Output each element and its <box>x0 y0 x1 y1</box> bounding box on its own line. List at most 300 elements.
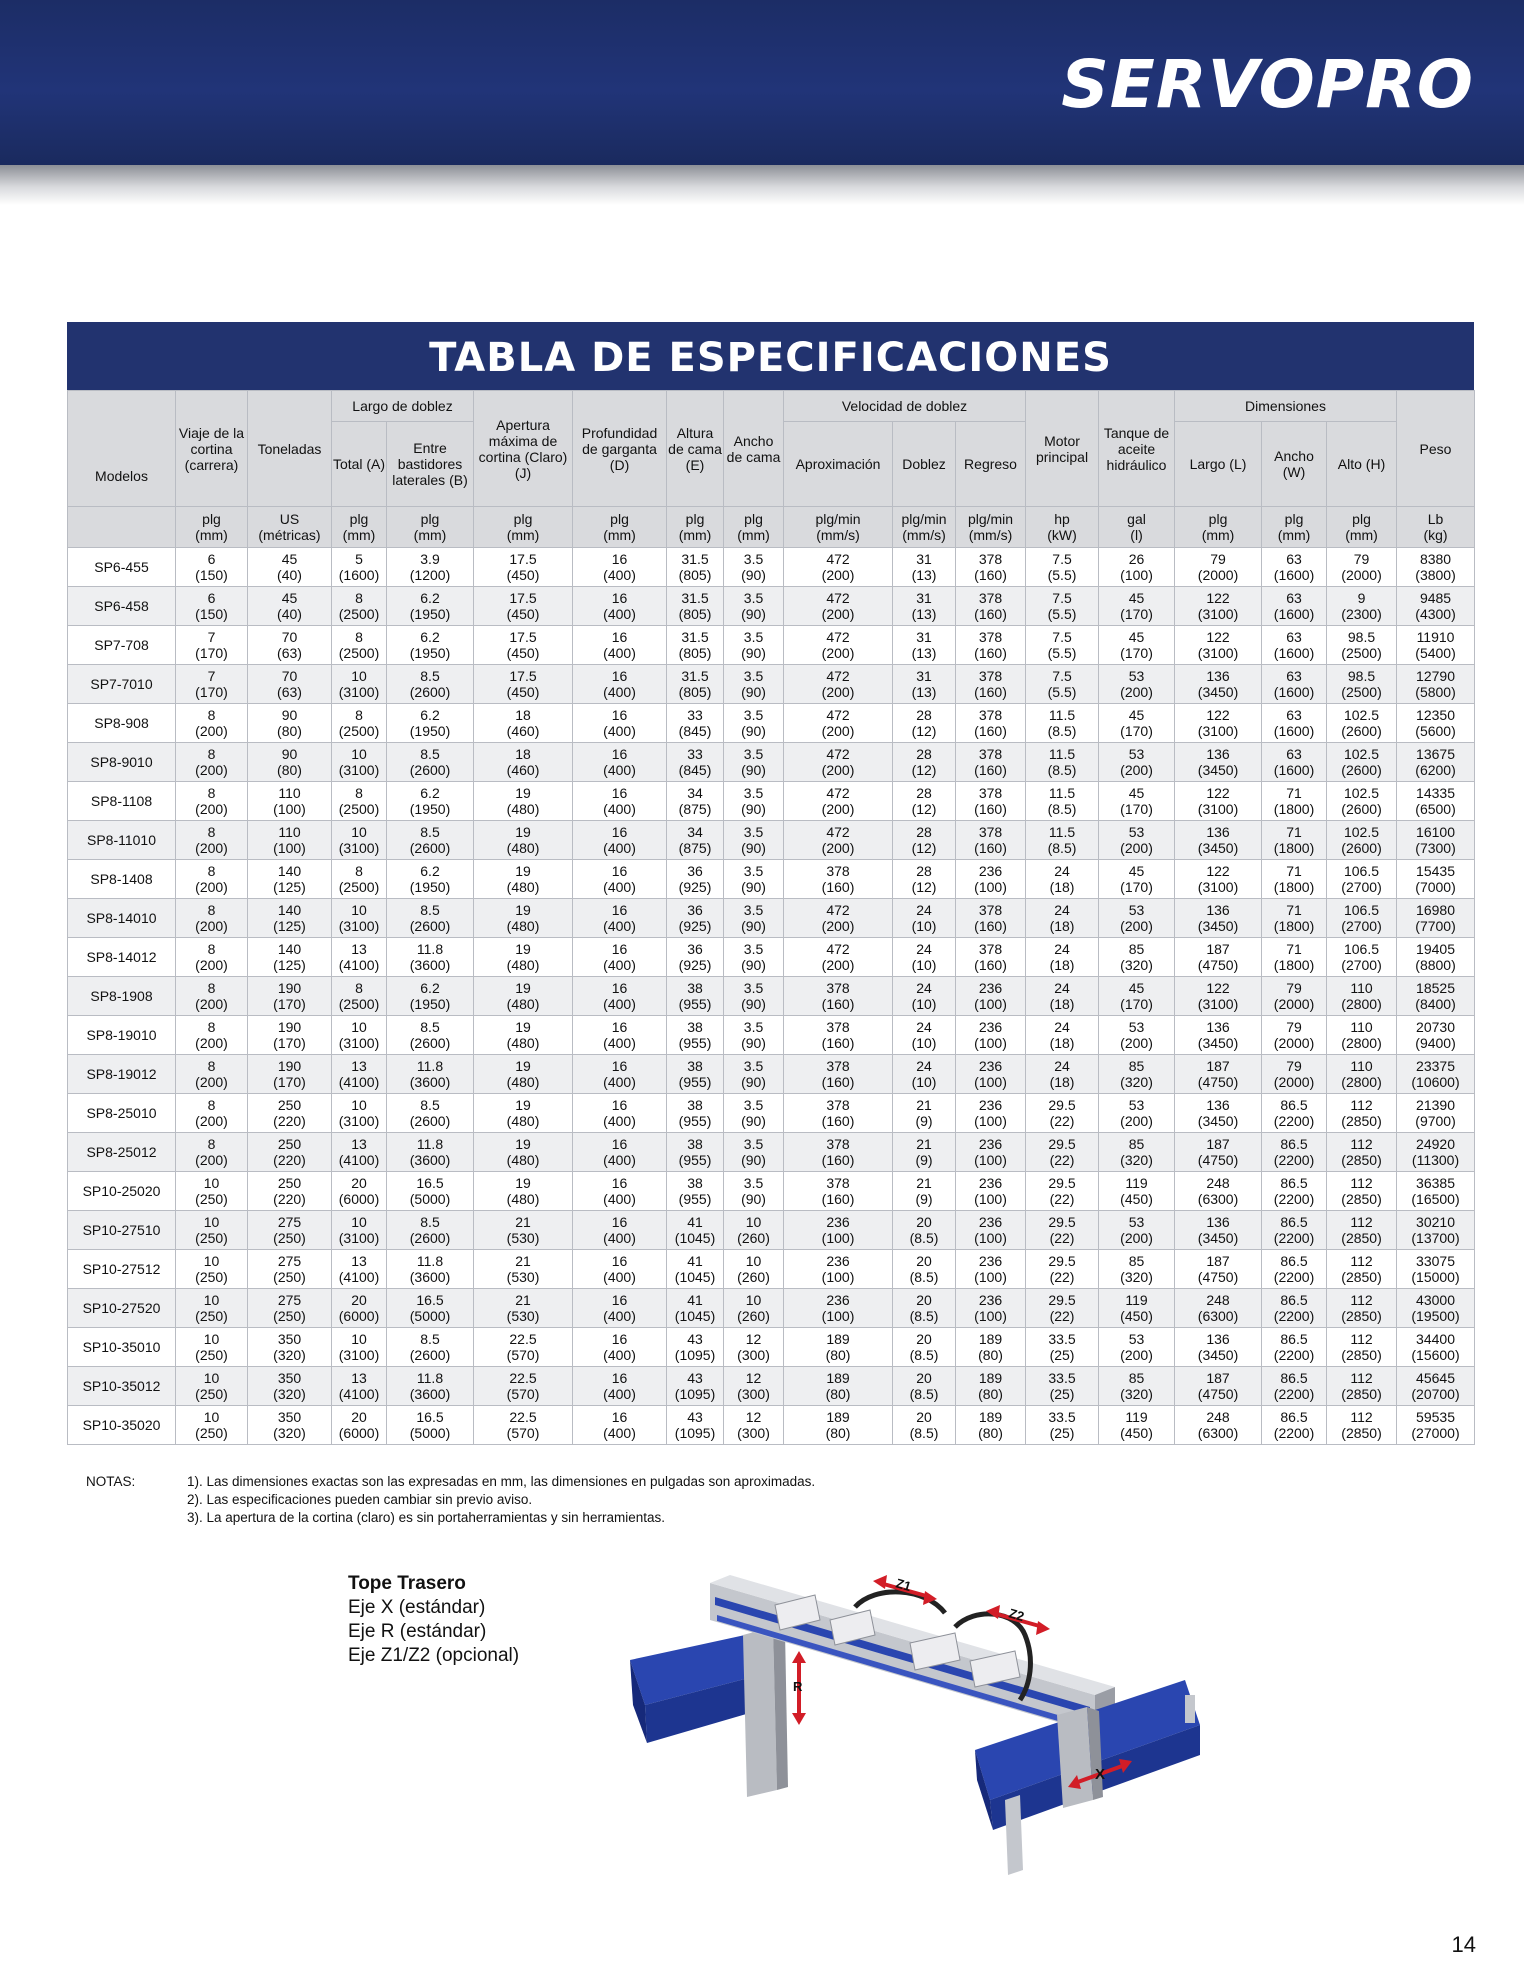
value-cell: 8 (200) <box>176 899 248 938</box>
table-row <box>68 1367 1475 1406</box>
header-ancho-cama: Ancho de cama <box>724 391 784 507</box>
value-cell: 98.5 (2500) <box>1327 626 1397 665</box>
value-cell: 187 (4750) <box>1175 1250 1262 1289</box>
value-cell: 250 (220) <box>248 1172 332 1211</box>
value-cell: 19 (480) <box>474 782 573 821</box>
value-cell: 9485 (4300) <box>1397 587 1475 626</box>
unit-cell: plg/min (mm/s) <box>784 507 893 548</box>
value-cell: 16 (400) <box>573 1289 667 1328</box>
value-cell: 18 (460) <box>474 743 573 782</box>
value-cell: 24920 (11300) <box>1397 1133 1475 1172</box>
value-cell: 106.5 (2700) <box>1327 899 1397 938</box>
value-cell: 71 (1800) <box>1262 821 1327 860</box>
value-cell: 53 (200) <box>1099 1211 1175 1250</box>
value-cell: 10 (3100) <box>332 821 387 860</box>
value-cell: 122 (3100) <box>1175 626 1262 665</box>
unit-cell: plg (mm) <box>667 507 724 548</box>
value-cell: 20 (8.5) <box>893 1328 956 1367</box>
brand-logo <box>1061 46 1474 123</box>
unit-cell: US (métricas) <box>248 507 332 548</box>
value-cell: 10 (3100) <box>332 1094 387 1133</box>
value-cell: 378 (160) <box>956 743 1026 782</box>
model-cell: SP8-1908 <box>68 977 176 1016</box>
unit-cell: plg (mm) <box>724 507 784 548</box>
unit-cell: plg (mm) <box>387 507 474 548</box>
value-cell: 8 (200) <box>176 977 248 1016</box>
value-cell: 43 (1095) <box>667 1328 724 1367</box>
value-cell: 119 (450) <box>1099 1289 1175 1328</box>
value-cell: 86.5 (2200) <box>1262 1211 1327 1250</box>
spec-table-body <box>68 548 1475 1445</box>
value-cell: 30210 (13700) <box>1397 1211 1475 1250</box>
value-cell: 24 (18) <box>1026 899 1099 938</box>
value-cell: 472 (200) <box>784 704 893 743</box>
model-cell: SP10-25020 <box>68 1172 176 1211</box>
value-cell: 378 (160) <box>784 1016 893 1055</box>
value-cell: 378 (160) <box>956 548 1026 587</box>
value-cell: 140 (125) <box>248 860 332 899</box>
unit-cell: gal (l) <box>1099 507 1175 548</box>
value-cell: 19 (480) <box>474 1094 573 1133</box>
value-cell: 71 (1800) <box>1262 782 1327 821</box>
value-cell: 11.8 (3600) <box>387 1367 474 1406</box>
value-cell: 28 (12) <box>893 704 956 743</box>
value-cell: 45 (170) <box>1099 860 1175 899</box>
value-cell: 8 (200) <box>176 1016 248 1055</box>
value-cell: 102.5 (2600) <box>1327 782 1397 821</box>
value-cell: 236 (100) <box>784 1211 893 1250</box>
model-cell: SP8-19012 <box>68 1055 176 1094</box>
model-cell: SP8-1108 <box>68 782 176 821</box>
header-modelos: Modelos <box>68 391 176 507</box>
value-cell: 24 (10) <box>893 1016 956 1055</box>
value-cell: 41 (1045) <box>667 1250 724 1289</box>
model-cell: SP8-14010 <box>68 899 176 938</box>
value-cell: 190 (170) <box>248 977 332 1016</box>
value-cell: 112 (2850) <box>1327 1211 1397 1250</box>
value-cell: 79 (2000) <box>1262 977 1327 1016</box>
value-cell: 136 (3450) <box>1175 1094 1262 1133</box>
value-cell: 112 (2850) <box>1327 1172 1397 1211</box>
value-cell: 98.5 (2500) <box>1327 665 1397 704</box>
value-cell: 31.5 (805) <box>667 626 724 665</box>
value-cell: 33.5 (25) <box>1026 1406 1099 1445</box>
value-cell: 472 (200) <box>784 743 893 782</box>
value-cell: 19 (480) <box>474 977 573 1016</box>
value-cell: 10 (250) <box>176 1367 248 1406</box>
value-cell: 275 (250) <box>248 1289 332 1328</box>
table-row <box>68 1055 1475 1094</box>
value-cell: 187 (4750) <box>1175 938 1262 977</box>
value-cell: 16 (400) <box>573 938 667 977</box>
value-cell: 140 (125) <box>248 938 332 977</box>
value-cell: 15435 (7000) <box>1397 860 1475 899</box>
value-cell: 3.5 (90) <box>724 704 784 743</box>
value-cell: 8 (200) <box>176 1055 248 1094</box>
units-blank <box>68 507 176 548</box>
table-row <box>68 821 1475 860</box>
value-cell: 378 (160) <box>956 704 1026 743</box>
value-cell: 190 (170) <box>248 1016 332 1055</box>
value-cell: 20 (6000) <box>332 1406 387 1445</box>
header-apertura: Apertura máxima de cortina (Claro) (J) <box>474 391 573 507</box>
value-cell: 86.5 (2200) <box>1262 1367 1327 1406</box>
value-cell: 8 (2500) <box>332 860 387 899</box>
banner-shadow <box>0 165 1524 205</box>
svg-text:Z1: Z1 <box>894 1575 913 1595</box>
value-cell: 6.2 (1950) <box>387 977 474 1016</box>
value-cell: 53 (200) <box>1099 1016 1175 1055</box>
value-cell: 10 (3100) <box>332 1328 387 1367</box>
value-cell: 16 (400) <box>573 1094 667 1133</box>
value-cell: 29.5 (22) <box>1026 1172 1099 1211</box>
value-cell: 16.5 (5000) <box>387 1289 474 1328</box>
value-cell: 378 (160) <box>784 977 893 1016</box>
value-cell: 472 (200) <box>784 938 893 977</box>
value-cell: 19 (480) <box>474 1016 573 1055</box>
value-cell: 378 (160) <box>784 860 893 899</box>
value-cell: 10 (3100) <box>332 899 387 938</box>
value-cell: 18525 (8400) <box>1397 977 1475 1016</box>
value-cell: 12 (300) <box>724 1328 784 1367</box>
spec-table <box>67 390 1475 1445</box>
value-cell: 16 (400) <box>573 1250 667 1289</box>
value-cell: 31 (13) <box>893 548 956 587</box>
header-largo-doblez: Largo de doblez <box>332 391 474 422</box>
model-cell: SP10-27520 <box>68 1289 176 1328</box>
value-cell: 16 (400) <box>573 1016 667 1055</box>
value-cell: 28 (12) <box>893 860 956 899</box>
value-cell: 6 (150) <box>176 548 248 587</box>
value-cell: 13 (4100) <box>332 1133 387 1172</box>
value-cell: 63 (1600) <box>1262 665 1327 704</box>
header-aproximacion: Aproximación <box>784 422 893 507</box>
value-cell: 378 (160) <box>784 1133 893 1172</box>
header-motor: Motor principal <box>1026 391 1099 507</box>
value-cell: 16 (400) <box>573 1406 667 1445</box>
value-cell: 6.2 (1950) <box>387 782 474 821</box>
value-cell: 36385 (16500) <box>1397 1172 1475 1211</box>
value-cell: 3.5 (90) <box>724 1016 784 1055</box>
value-cell: 22.5 (570) <box>474 1367 573 1406</box>
unit-cell: plg (mm) <box>1175 507 1262 548</box>
value-cell: 86.5 (2200) <box>1262 1094 1327 1133</box>
value-cell: 350 (320) <box>248 1367 332 1406</box>
value-cell: 378 (160) <box>784 1094 893 1133</box>
value-cell: 378 (160) <box>956 782 1026 821</box>
unit-cell: plg (mm) <box>1327 507 1397 548</box>
value-cell: 36 (925) <box>667 938 724 977</box>
value-cell: 16 (400) <box>573 587 667 626</box>
model-cell: SP8-11010 <box>68 821 176 860</box>
value-cell: 20 (8.5) <box>893 1211 956 1250</box>
value-cell: 122 (3100) <box>1175 860 1262 899</box>
value-cell: 29.5 (22) <box>1026 1211 1099 1250</box>
model-cell: SP6-455 <box>68 548 176 587</box>
value-cell: 45 (170) <box>1099 704 1175 743</box>
header-doblez: Doblez <box>893 422 956 507</box>
value-cell: 36 (925) <box>667 899 724 938</box>
value-cell: 71 (1800) <box>1262 899 1327 938</box>
backgauge-line: Eje X (estándar) <box>348 1597 486 1618</box>
value-cell: 34400 (15600) <box>1397 1328 1475 1367</box>
value-cell: 136 (3450) <box>1175 1328 1262 1367</box>
value-cell: 11.8 (3600) <box>387 938 474 977</box>
value-cell: 63 (1600) <box>1262 548 1327 587</box>
model-cell: SP8-9010 <box>68 743 176 782</box>
value-cell: 119 (450) <box>1099 1406 1175 1445</box>
value-cell: 43000 (19500) <box>1397 1289 1475 1328</box>
value-cell: 472 (200) <box>784 782 893 821</box>
value-cell: 3.5 (90) <box>724 626 784 665</box>
value-cell: 102.5 (2600) <box>1327 743 1397 782</box>
value-cell: 20 (8.5) <box>893 1289 956 1328</box>
unit-cell: Lb (kg) <box>1397 507 1475 548</box>
value-cell: 250 (220) <box>248 1094 332 1133</box>
value-cell: 8.5 (2600) <box>387 821 474 860</box>
value-cell: 236 (100) <box>956 977 1026 1016</box>
value-cell: 275 (250) <box>248 1250 332 1289</box>
value-cell: 8 (200) <box>176 821 248 860</box>
value-cell: 10 (260) <box>724 1211 784 1250</box>
table-row <box>68 1406 1475 1445</box>
value-cell: 16 (400) <box>573 548 667 587</box>
value-cell: 33075 (15000) <box>1397 1250 1475 1289</box>
value-cell: 90 (80) <box>248 704 332 743</box>
value-cell: 14335 (6500) <box>1397 782 1475 821</box>
value-cell: 236 (100) <box>956 1133 1026 1172</box>
value-cell: 21 (530) <box>474 1250 573 1289</box>
value-cell: 189 (80) <box>784 1367 893 1406</box>
value-cell: 102.5 (2600) <box>1327 704 1397 743</box>
header-largo: Largo (L) <box>1175 422 1262 507</box>
value-cell: 8 (2500) <box>332 704 387 743</box>
value-cell: 29.5 (22) <box>1026 1133 1099 1172</box>
value-cell: 23375 (10600) <box>1397 1055 1475 1094</box>
value-cell: 10 (3100) <box>332 743 387 782</box>
value-cell: 34 (875) <box>667 821 724 860</box>
table-row <box>68 1172 1475 1211</box>
value-cell: 3.5 (90) <box>724 743 784 782</box>
value-cell: 24 (10) <box>893 1055 956 1094</box>
page-number: 14 <box>1451 1932 1476 1957</box>
model-cell: SP8-25010 <box>68 1094 176 1133</box>
value-cell: 53 (200) <box>1099 743 1175 782</box>
value-cell: 26 (100) <box>1099 548 1175 587</box>
value-cell: 16 (400) <box>573 1328 667 1367</box>
value-cell: 22.5 (570) <box>474 1328 573 1367</box>
note-item: 2). Las especificaciones pueden cambiar sin previo aviso. <box>187 1492 533 1507</box>
value-cell: 11.5 (8.5) <box>1026 743 1099 782</box>
model-cell: SP10-35020 <box>68 1406 176 1445</box>
backgauge-caption <box>348 1572 519 1668</box>
value-cell: 12 (300) <box>724 1406 784 1445</box>
value-cell: 119 (450) <box>1099 1172 1175 1211</box>
value-cell: 53 (200) <box>1099 821 1175 860</box>
backgauge-line: Eje Z1/Z2 (opcional) <box>348 1645 520 1666</box>
value-cell: 8 (200) <box>176 782 248 821</box>
table-row <box>68 977 1475 1016</box>
value-cell: 10 (250) <box>176 1211 248 1250</box>
value-cell: 24 (18) <box>1026 938 1099 977</box>
value-cell: 16 (400) <box>573 1211 667 1250</box>
value-cell: 53 (200) <box>1099 1094 1175 1133</box>
value-cell: 53 (200) <box>1099 1328 1175 1367</box>
value-cell: 10 (3100) <box>332 1016 387 1055</box>
value-cell: 45 (170) <box>1099 977 1175 1016</box>
value-cell: 21 (530) <box>474 1289 573 1328</box>
value-cell: 189 (80) <box>956 1367 1026 1406</box>
value-cell: 3.5 (90) <box>724 977 784 1016</box>
table-row <box>68 587 1475 626</box>
value-cell: 38 (955) <box>667 1094 724 1133</box>
value-cell: 17.5 (450) <box>474 665 573 704</box>
value-cell: 28 (12) <box>893 743 956 782</box>
value-cell: 11910 (5400) <box>1397 626 1475 665</box>
note-item: 3). La apertura de la cortina (claro) es sin portaherramientas y sin herramientas. <box>187 1510 665 1525</box>
value-cell: 236 (100) <box>956 860 1026 899</box>
value-cell: 136 (3450) <box>1175 1016 1262 1055</box>
table-row <box>68 1133 1475 1172</box>
value-cell: 3.5 (90) <box>724 821 784 860</box>
table-row <box>68 665 1475 704</box>
value-cell: 53 (200) <box>1099 665 1175 704</box>
value-cell: 6.2 (1950) <box>387 626 474 665</box>
value-cell: 6.2 (1950) <box>387 860 474 899</box>
value-cell: 112 (2850) <box>1327 1367 1397 1406</box>
value-cell: 41 (1045) <box>667 1211 724 1250</box>
value-cell: 236 (100) <box>956 1055 1026 1094</box>
value-cell: 136 (3450) <box>1175 899 1262 938</box>
value-cell: 3.5 (90) <box>724 1055 784 1094</box>
value-cell: 31 (13) <box>893 665 956 704</box>
value-cell: 7 (170) <box>176 626 248 665</box>
value-cell: 28 (12) <box>893 782 956 821</box>
value-cell: 45 (40) <box>248 587 332 626</box>
value-cell: 22.5 (570) <box>474 1406 573 1445</box>
value-cell: 8 (200) <box>176 704 248 743</box>
units-row <box>68 507 1475 548</box>
value-cell: 16 (400) <box>573 1055 667 1094</box>
value-cell: 16.5 (5000) <box>387 1406 474 1445</box>
value-cell: 18 (460) <box>474 704 573 743</box>
model-cell: SP8-908 <box>68 704 176 743</box>
value-cell: 31.5 (805) <box>667 665 724 704</box>
value-cell: 8.5 (2600) <box>387 1211 474 1250</box>
model-cell: SP8-19010 <box>68 1016 176 1055</box>
header-dimensiones: Dimensiones <box>1175 391 1397 422</box>
value-cell: 350 (320) <box>248 1328 332 1367</box>
value-cell: 3.5 (90) <box>724 665 784 704</box>
header-tanque: Tanque de aceite hidráulico <box>1099 391 1175 507</box>
value-cell: 350 (320) <box>248 1406 332 1445</box>
backgauge-title: Tope Trasero <box>348 1573 466 1594</box>
value-cell: 10 (260) <box>724 1250 784 1289</box>
value-cell: 136 (3450) <box>1175 665 1262 704</box>
value-cell: 189 (80) <box>956 1328 1026 1367</box>
value-cell: 20730 (9400) <box>1397 1016 1475 1055</box>
unit-cell: plg (mm) <box>573 507 667 548</box>
value-cell: 110 (2800) <box>1327 1016 1397 1055</box>
value-cell: 11.8 (3600) <box>387 1250 474 1289</box>
value-cell: 8 (200) <box>176 743 248 782</box>
value-cell: 11.5 (8.5) <box>1026 782 1099 821</box>
value-cell: 6.2 (1950) <box>387 587 474 626</box>
value-cell: 11.8 (3600) <box>387 1133 474 1172</box>
value-cell: 378 (160) <box>956 938 1026 977</box>
value-cell: 11.5 (8.5) <box>1026 704 1099 743</box>
value-cell: 86.5 (2200) <box>1262 1289 1327 1328</box>
value-cell: 378 (160) <box>956 821 1026 860</box>
value-cell: 11.5 (8.5) <box>1026 821 1099 860</box>
value-cell: 187 (4750) <box>1175 1055 1262 1094</box>
table-row <box>68 1211 1475 1250</box>
value-cell: 6.2 (1950) <box>387 704 474 743</box>
value-cell: 33.5 (25) <box>1026 1328 1099 1367</box>
value-cell: 33 (845) <box>667 704 724 743</box>
value-cell: 16 (400) <box>573 665 667 704</box>
value-cell: 13 (4100) <box>332 1367 387 1406</box>
value-cell: 3.5 (90) <box>724 548 784 587</box>
value-cell: 122 (3100) <box>1175 587 1262 626</box>
value-cell: 21390 (9700) <box>1397 1094 1475 1133</box>
value-cell: 38 (955) <box>667 1055 724 1094</box>
value-cell: 112 (2850) <box>1327 1328 1397 1367</box>
value-cell: 38 (955) <box>667 1172 724 1211</box>
value-cell: 472 (200) <box>784 626 893 665</box>
value-cell: 16 (400) <box>573 1172 667 1211</box>
value-cell: 53 (200) <box>1099 899 1175 938</box>
value-cell: 19 (480) <box>474 1055 573 1094</box>
model-cell: SP10-27512 <box>68 1250 176 1289</box>
value-cell: 106.5 (2700) <box>1327 938 1397 977</box>
value-cell: 112 (2850) <box>1327 1133 1397 1172</box>
header-velocidad: Velocidad de doblez <box>784 391 1026 422</box>
value-cell: 236 (100) <box>956 1289 1026 1328</box>
value-cell: 140 (125) <box>248 899 332 938</box>
value-cell: 112 (2850) <box>1327 1289 1397 1328</box>
unit-cell: plg (mm) <box>332 507 387 548</box>
value-cell: 12 (300) <box>724 1367 784 1406</box>
value-cell: 378 (160) <box>956 899 1026 938</box>
value-cell: 8 (200) <box>176 860 248 899</box>
value-cell: 24 (10) <box>893 977 956 1016</box>
value-cell: 3.5 (90) <box>724 860 784 899</box>
value-cell: 19 (480) <box>474 899 573 938</box>
value-cell: 86.5 (2200) <box>1262 1328 1327 1367</box>
model-cell: SP8-1408 <box>68 860 176 899</box>
value-cell: 13 (4100) <box>332 1250 387 1289</box>
value-cell: 28 (12) <box>893 821 956 860</box>
value-cell: 112 (2850) <box>1327 1094 1397 1133</box>
value-cell: 17.5 (450) <box>474 587 573 626</box>
value-cell: 31.5 (805) <box>667 548 724 587</box>
value-cell: 10 (250) <box>176 1406 248 1445</box>
value-cell: 3.5 (90) <box>724 1172 784 1211</box>
value-cell: 472 (200) <box>784 821 893 860</box>
value-cell: 20 (6000) <box>332 1172 387 1211</box>
table-row <box>68 1016 1475 1055</box>
value-cell: 8 (2500) <box>332 587 387 626</box>
value-cell: 12790 (5800) <box>1397 665 1475 704</box>
value-cell: 122 (3100) <box>1175 977 1262 1016</box>
value-cell: 63 (1600) <box>1262 626 1327 665</box>
value-cell: 248 (6300) <box>1175 1289 1262 1328</box>
header-alto: Alto (H) <box>1327 422 1397 507</box>
table-row <box>68 1094 1475 1133</box>
value-cell: 8380 (3800) <box>1397 548 1475 587</box>
value-cell: 275 (250) <box>248 1211 332 1250</box>
